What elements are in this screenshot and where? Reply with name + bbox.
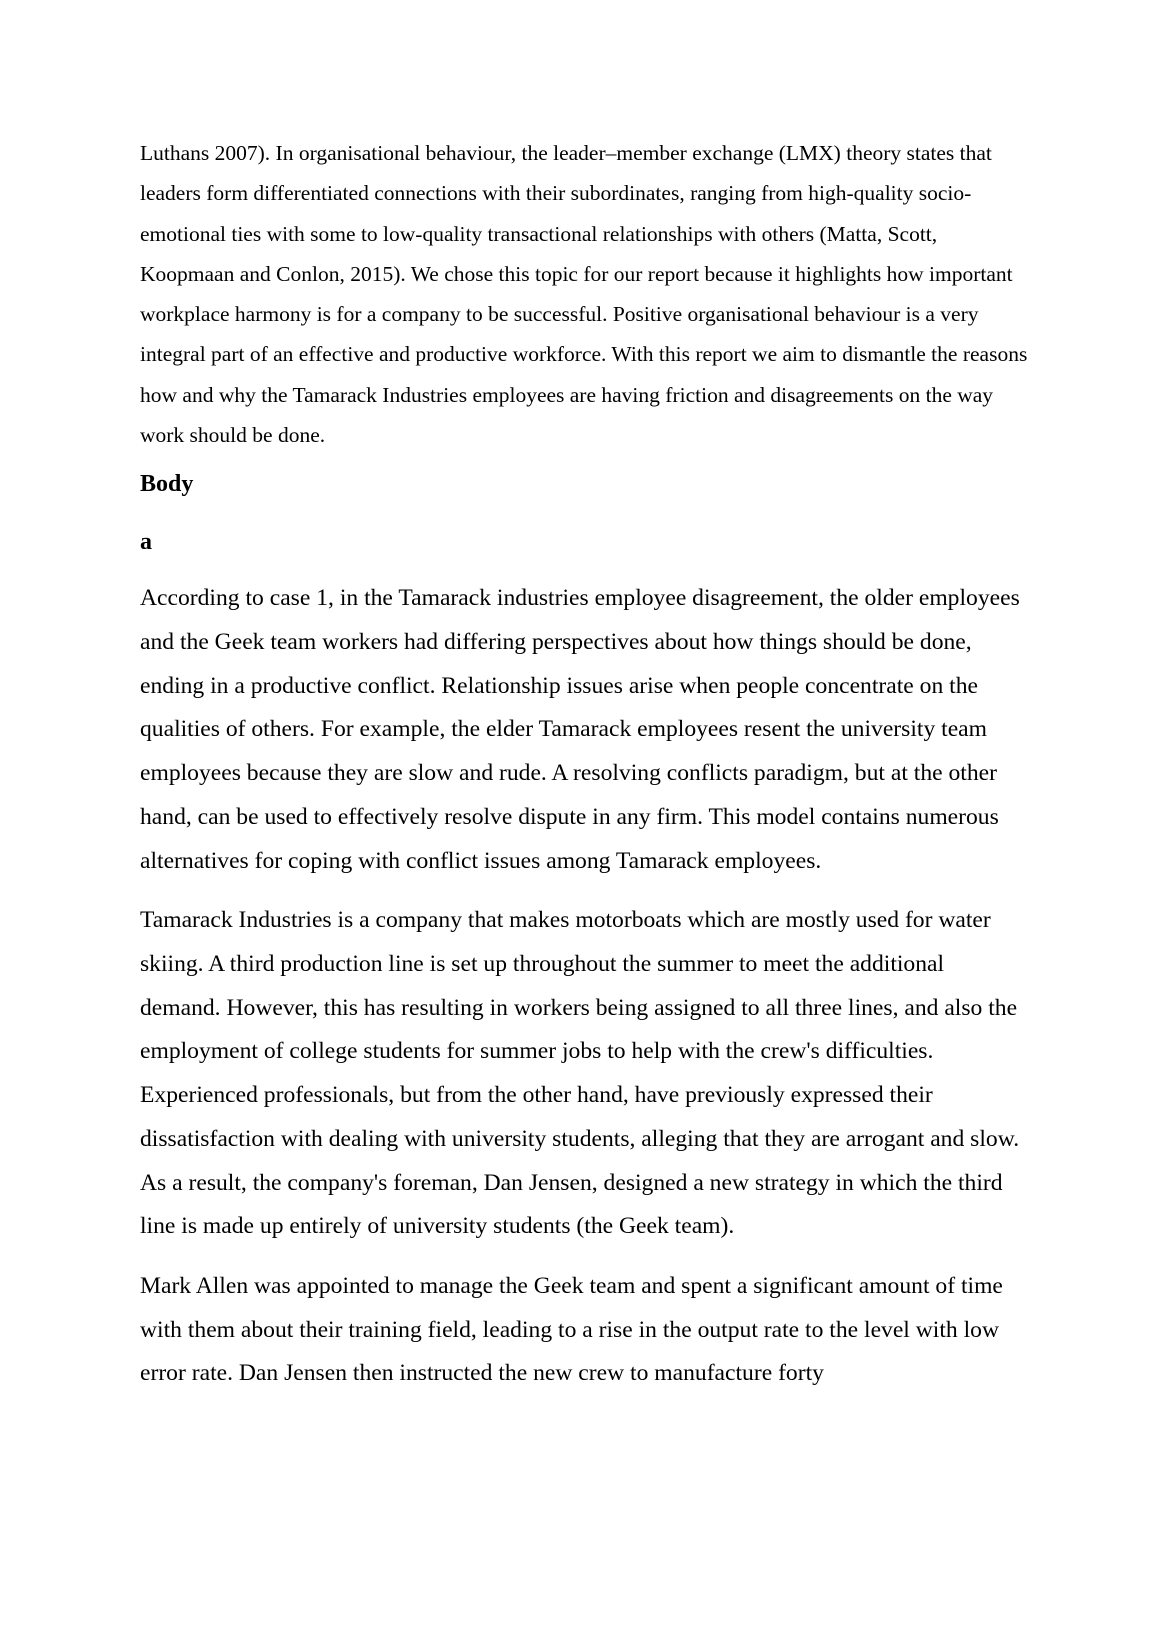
intro-paragraph: Luthans 2007). In organisational behaviour, the leader–member exchange (LMX) theory states that leaders form differentiated connections with their subordinates, ranging from high-quality socio-emotional ties with some to low-quality transactional relationships with others (Matta, Scott, Koopmaan and Conlon, 2015). We chose this topic for our report because it highlights how important workplace harmony is for a company to be successful. Positive organisational behaviour is a very integral part of an effective and productive workforce. With this report we aim to dismantle the reasons how and why the Tamarack Industries employees are having friction and disagreements on the way work should be done. [140,141,1028,448]
document-body [140,133,1030,1396]
body-paragraph: Tamarack Industries is a company that makes motorboats which are mostly used for water skiing. A third production line is set up throughout the summer to meet the additional demand. However, this has resulting in workers being assigned to all three lines, and also the employment of college students for summer jobs to help with the crew's difficulties. Experienced professionals, but from the other hand, have previously expressed their dissatisfaction with dealing with university students, alleging that they are arrogant and slow. As a result, the company's foreman, Dan Jensen, designed a new strategy in which the third line is made up entirely of university students (the Geek team). [140,907,1020,1240]
body-paragraph: According to case 1, in the Tamarack industries employee disagreement, the older employees and the Geek team workers had differing perspectives about how things should be done, ending in a productive conflict. Relationship issues arise when people concentrate on the qualities of others. For example, the elder Tamarack employees resent the university team employees because they are slow and rude. A resolving conflicts paradigm, but at the other hand, can be used to effectively resolve dispute in any firm. This model contains numerous alternatives for coping with conflict issues among Tamarack employees. [140,585,1020,874]
section-heading: Body [140,471,194,498]
body-paragraph: Mark Allen was appointed to manage the Geek team and spent a significant amount of time with them about their training field, leading to a rise in the output rate to the level with low error rate. Dan Jensen then instructed the new crew to manufacture forty [140,1272,1003,1387]
subsection-heading: a [140,529,152,556]
